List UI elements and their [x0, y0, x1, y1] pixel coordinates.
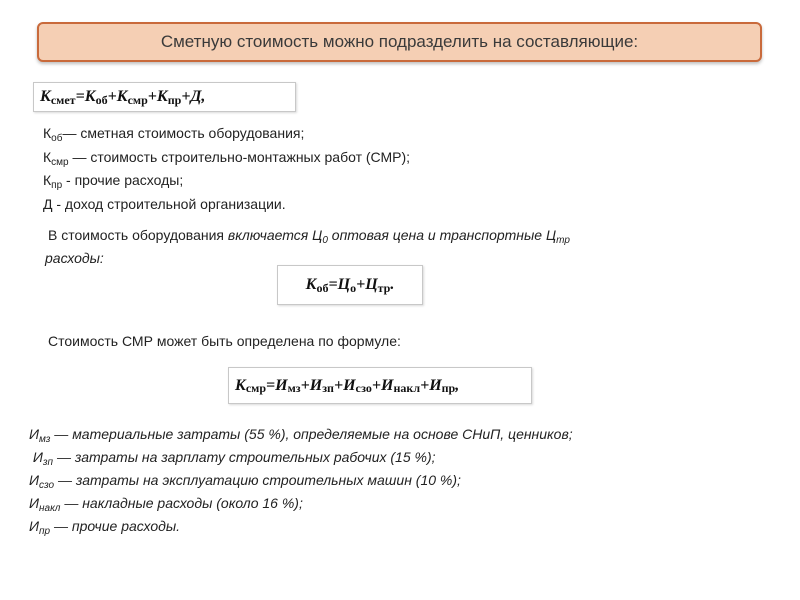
cost-row — [29, 493, 573, 516]
banner-title: Сметную стоимость можно подразделить на составляющие: — [160, 32, 639, 51]
def-text: — сметная стоимость оборудования; — [62, 125, 305, 141]
title-banner — [37, 22, 762, 62]
formula-symbol: К — [235, 376, 246, 394]
formula-subscript: зп — [322, 381, 334, 395]
formula-operator: + — [107, 88, 117, 105]
def-symbol: К — [43, 172, 52, 188]
def-text: - доход строительной организации. — [52, 195, 286, 212]
def-symbol: К — [43, 125, 52, 141]
bullet-subscript: 0 — [322, 235, 328, 246]
formula-operator: + — [356, 276, 366, 293]
formula-equipment-cost — [277, 265, 423, 305]
definition-row — [43, 194, 410, 216]
formula-smr-cost — [228, 367, 532, 404]
formula-symbol: И — [381, 376, 394, 394]
formula-operator: = — [266, 376, 276, 394]
formula-symbol: И — [429, 376, 442, 394]
def-subscript: смр — [51, 156, 69, 168]
bullet-smr — [28, 331, 401, 352]
formula-subscript: об — [95, 92, 108, 107]
cost-components-list — [29, 424, 573, 539]
formula-symbol: К — [156, 88, 168, 105]
formula-operator: + — [181, 88, 191, 105]
formula-subscript: смр — [127, 92, 148, 107]
cost-subscript: мз — [39, 434, 51, 445]
bullet-equipment — [28, 225, 748, 269]
formula-symbol: К — [84, 88, 96, 105]
formula-subscript: тр — [377, 280, 391, 295]
cost-text: — прочие расходы. — [50, 518, 181, 534]
formula-symbol: И — [309, 376, 323, 394]
cost-row — [29, 470, 573, 493]
def-subscript: об — [51, 133, 63, 144]
cost-row — [29, 424, 573, 447]
cost-symbol: И — [29, 495, 40, 511]
formula-symbol: И — [343, 376, 356, 394]
formula-symbol: К — [305, 276, 317, 293]
formula-operator: = — [75, 88, 85, 105]
formula-symbol: И — [275, 376, 288, 394]
cost-text: — накладные расходы (около 16 %); — [60, 495, 303, 511]
formula-operator: + — [333, 376, 344, 394]
cost-text: — материальные затраты (55 %), определяемые на основе СНиП, ценников; — [50, 426, 573, 442]
cost-subscript: накл — [39, 503, 61, 514]
formula-subscript: об — [316, 280, 329, 295]
cost-row — [29, 447, 573, 470]
def-symbol: К — [43, 148, 52, 165]
def-text: - прочие расходы; — [62, 172, 184, 188]
formula-subscript: смр — [245, 381, 267, 395]
def-symbol: Д — [43, 195, 53, 212]
formula-subscript: пр — [167, 92, 182, 107]
definition-row — [43, 147, 410, 171]
definition-row — [43, 123, 410, 147]
cost-symbol: И — [29, 426, 40, 442]
formula-subscript: мз — [287, 381, 301, 395]
formula-subscript: накл — [393, 381, 421, 395]
bullet-text: В стоимость оборудования — [48, 227, 228, 243]
cost-text: — затраты на эксплуатацию строительных машин (10 %); — [54, 472, 461, 488]
formula-operator: . — [390, 276, 395, 293]
formula-operator: + — [147, 88, 157, 105]
formula-subscript: о — [350, 280, 357, 295]
formula-operator: , — [455, 376, 460, 394]
formula-symbol: К — [40, 88, 51, 105]
cost-symbol: И — [29, 518, 40, 534]
cost-subscript: пр — [39, 526, 51, 537]
formula-operator: = — [328, 276, 338, 293]
formula-total-cost — [33, 82, 296, 112]
formula-operator: + — [420, 376, 430, 394]
definition-row — [43, 170, 410, 194]
bullet-text: оптовая цена и транспортные Ц — [327, 227, 557, 243]
definitions-list — [43, 123, 410, 215]
def-subscript: пр — [51, 180, 63, 191]
cost-subscript: зп — [42, 457, 54, 468]
formula-subscript: сзо — [355, 381, 372, 395]
bullet-text: Стоимость СМР может быть определена по формуле: — [48, 333, 401, 349]
formula-symbol: Ц — [337, 276, 351, 293]
formula-symbol: Ц — [365, 276, 378, 293]
cost-row — [29, 516, 573, 539]
formula-subscript: пр — [441, 381, 456, 395]
cost-text: — затраты на зарплату строительных рабочих (15 %); — [53, 449, 436, 465]
def-text: — стоимость строительно-монтажных работ (СМР); — [68, 148, 411, 165]
bullet-text-line2: расходы: — [45, 250, 104, 266]
formula-subscript: смет — [50, 92, 76, 107]
formula-operator: + — [300, 376, 310, 394]
formula-symbol: Д, — [190, 88, 206, 105]
cost-symbol: И — [32, 449, 43, 465]
cost-symbol: И — [29, 472, 40, 488]
bullet-subscript: тр — [556, 235, 570, 246]
formula-symbol: К — [116, 88, 128, 105]
formula-operator: + — [371, 376, 382, 394]
bullet-text: включается Ц — [227, 227, 323, 243]
cost-subscript: сзо — [39, 480, 55, 491]
